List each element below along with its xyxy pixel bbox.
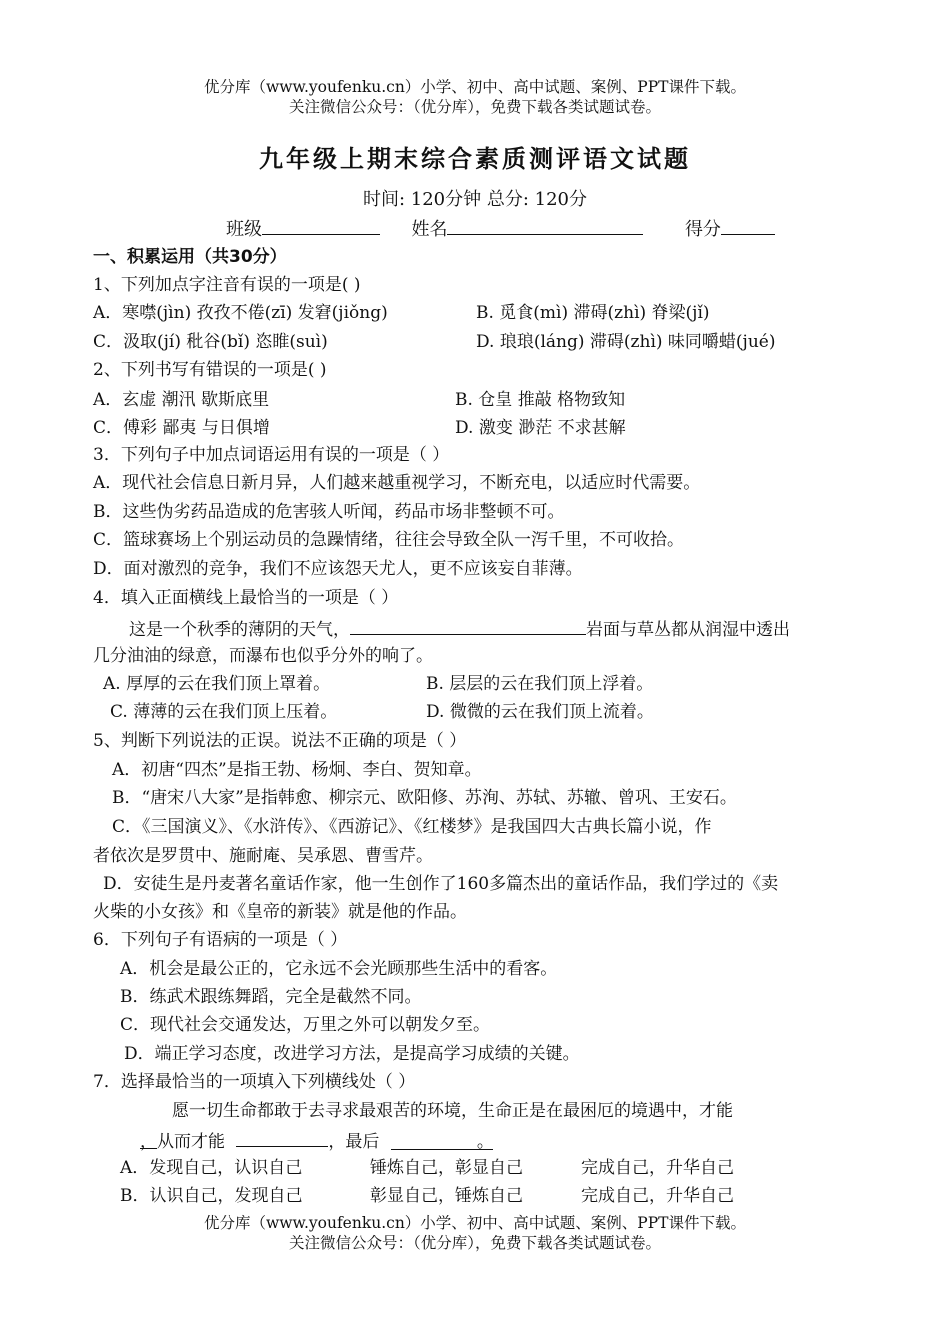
q7-answer-blank-2[interactable] (236, 1128, 328, 1147)
exam-time-score: 时间: 120分钟 总分: 120分 (362, 189, 587, 210)
name-label: 姓名 (411, 219, 448, 240)
q7-answer-blank-3[interactable] (391, 1131, 493, 1150)
q5-option-d-line-2: 火柴的小女孩》和《皇帝的新装》就是他的作品。 (93, 902, 467, 922)
q4-passage-start: 这是一个秋季的薄阴的天气， (129, 620, 350, 640)
q1-option-b: B. 觅食(mì) 滞碍(zhì) 脊梁(jǐ) (476, 303, 710, 323)
q4-stem: 4．填入正面横线上最恰当的一项是（ ） (93, 588, 399, 608)
q3-option-c: C．篮球赛场上个别运动员的急躁情绪，往往会导致全队一泻千里，不可收拾。 (93, 530, 685, 550)
q6-option-d: D．端正学习态度，改进学习方法，是提高学习成绩的关键。 (124, 1044, 580, 1064)
q4-option-c: C. 薄薄的云在我们顶上压着。 (110, 702, 338, 722)
q7-option-a-part-1: A．发现自己，认识自己 (120, 1158, 303, 1178)
score-label: 得分 (684, 219, 721, 240)
q4-answer-blank[interactable] (350, 616, 586, 635)
header-line-2: 关注微信公众号：（优分库），免费下载各类试题试卷。 (288, 98, 661, 116)
q7-finally-label: ，最后 (328, 1132, 380, 1152)
class-blank[interactable] (262, 216, 380, 235)
q7-option-a-part-3: 完成自己，升华自己 (581, 1158, 734, 1178)
q5-option-d-line-1: D．安徒生是丹麦著名童话作家，他一生创作了160多篇杰出的童话作品，我们学过的《卖 (103, 874, 779, 894)
q5-stem: 5、判断下列说法的正误。说法不正确的项是（ ） (93, 731, 467, 751)
q7-end-mark: 。 (476, 1132, 494, 1152)
q2-option-b: B. 仓皇 推敲 格物致知 (455, 390, 626, 410)
q5-option-b: B．“唐宋八大家”是指韩愈、柳宗元、欧阳修、苏洵、苏轼、苏辙、曾巩、王安石。 (112, 788, 737, 808)
q4-option-a: A. 厚厚的云在我们顶上罩着。 (103, 674, 331, 694)
q1-option-c: C．汲取(jí) 秕谷(bǐ) 恣睢(suì) (93, 332, 328, 352)
q3-option-d: D．面对激烈的竞争，我们不应该怨天尤人，更不应该妄自菲薄。 (93, 559, 583, 579)
score-blank[interactable] (721, 216, 775, 235)
class-label: 班级 (226, 219, 262, 240)
q2-option-d: D. 激变 渺茫 不求甚解 (455, 418, 626, 438)
q7-option-b-part-3: 完成自己，升华自己 (581, 1186, 734, 1206)
header-line-1: 优分库（www.youfenku.cn）小学、初中、高中试题、案例、PPT课件下载。 (203, 78, 747, 96)
q7-passage-line-1: 愿一切生命都敢于去寻求最艰苦的环境，生命正是在最困厄的境遇中，才能 (172, 1101, 733, 1121)
q6-option-b: B．练武术跟练舞蹈，完全是截然不同。 (120, 987, 422, 1007)
q4-option-d: D. 微微的云在我们顶上流着。 (426, 702, 654, 722)
q4-passage-line-1 (129, 616, 790, 641)
q7-blank-1-lead: ， (140, 1132, 157, 1152)
student-info-row (226, 216, 775, 242)
q2-option-a: A．玄虚 潮汛 歇斯底里 (93, 390, 270, 410)
q6-stem: 6．下列句子有语病的一项是（ ） (93, 930, 348, 950)
q5-option-c-line-2: 者依次是罗贯中、施耐庵、吴承恩、曹雪芹。 (93, 846, 433, 866)
q1-option-a: A．寒噤(jìn) 孜孜不倦(zī) 发窘(jiǒng) (93, 303, 388, 323)
q1-stem: 1、下列加点字注音有误的一项是( ) (93, 275, 361, 295)
q6-option-a: A．机会是最公正的，它永远不会光顾那些生活中的看客。 (120, 959, 558, 979)
page-title: 九年级上期末综合素质测评语文试题 (259, 144, 691, 173)
footer-line-1: 优分库（www.youfenku.cn）小学、初中、高中试题、案例、PPT课件下载。 (203, 1214, 747, 1232)
name-blank[interactable] (447, 216, 643, 235)
footer-line-2: 关注微信公众号：（优分库），免费下载各类试题试卷。 (288, 1234, 661, 1252)
q7-stem: 7．选择最恰当的一项填入下列横线处（ ） (93, 1072, 416, 1092)
section-title: 一、积累运用（共30分） (93, 247, 287, 267)
q2-option-c: C．傅彩 鄙夷 与日俱增 (93, 418, 270, 438)
q2-stem: 2、下列书写有错误的一项是( ) (93, 360, 327, 380)
q4-option-b: B. 层层的云在我们顶上浮着。 (426, 674, 654, 694)
q3-option-a: A．现代社会信息日新月异，人们越来越重视学习，不断充电，以适应时代需要。 (93, 473, 701, 493)
q7-passage-line-2 (140, 1128, 493, 1153)
q4-passage-cont: 岩面与草丛都从润湿中透出 (586, 620, 790, 640)
q7-option-b-part-1: B．认识自己，发现自己 (120, 1186, 303, 1206)
q7-then-label: 从而才能 (157, 1132, 225, 1152)
q6-option-c: C．现代社会交通发达，万里之外可以朝发夕至。 (120, 1015, 491, 1035)
q5-option-a: A．初唐“四杰”是指王勃、杨炯、李白、贺知章。 (112, 760, 482, 780)
q3-option-b: B．这些伪劣药品造成的危害骇人听闻，药品市场非整顿不可。 (93, 502, 565, 522)
q3-stem: 3．下列句子中加点词语运用有误的一项是（ ） (93, 445, 450, 465)
q4-passage-line-2: 几分油油的绿意，而瀑布也似乎分外的响了。 (93, 646, 433, 666)
q7-option-a-part-2: 锤炼自己，彰显自己 (370, 1158, 523, 1178)
q5-option-c-line-1: C．《三国演义》、《水浒传》、《西游记》、《红楼梦》是我国四大古典长篇小说，作 (112, 817, 712, 837)
q7-option-b-part-2: 彰显自己，锤炼自己 (370, 1186, 523, 1206)
q1-option-d: D. 琅琅(láng) 滞碍(zhì) 味同嚼蜡(jué) (476, 332, 776, 352)
